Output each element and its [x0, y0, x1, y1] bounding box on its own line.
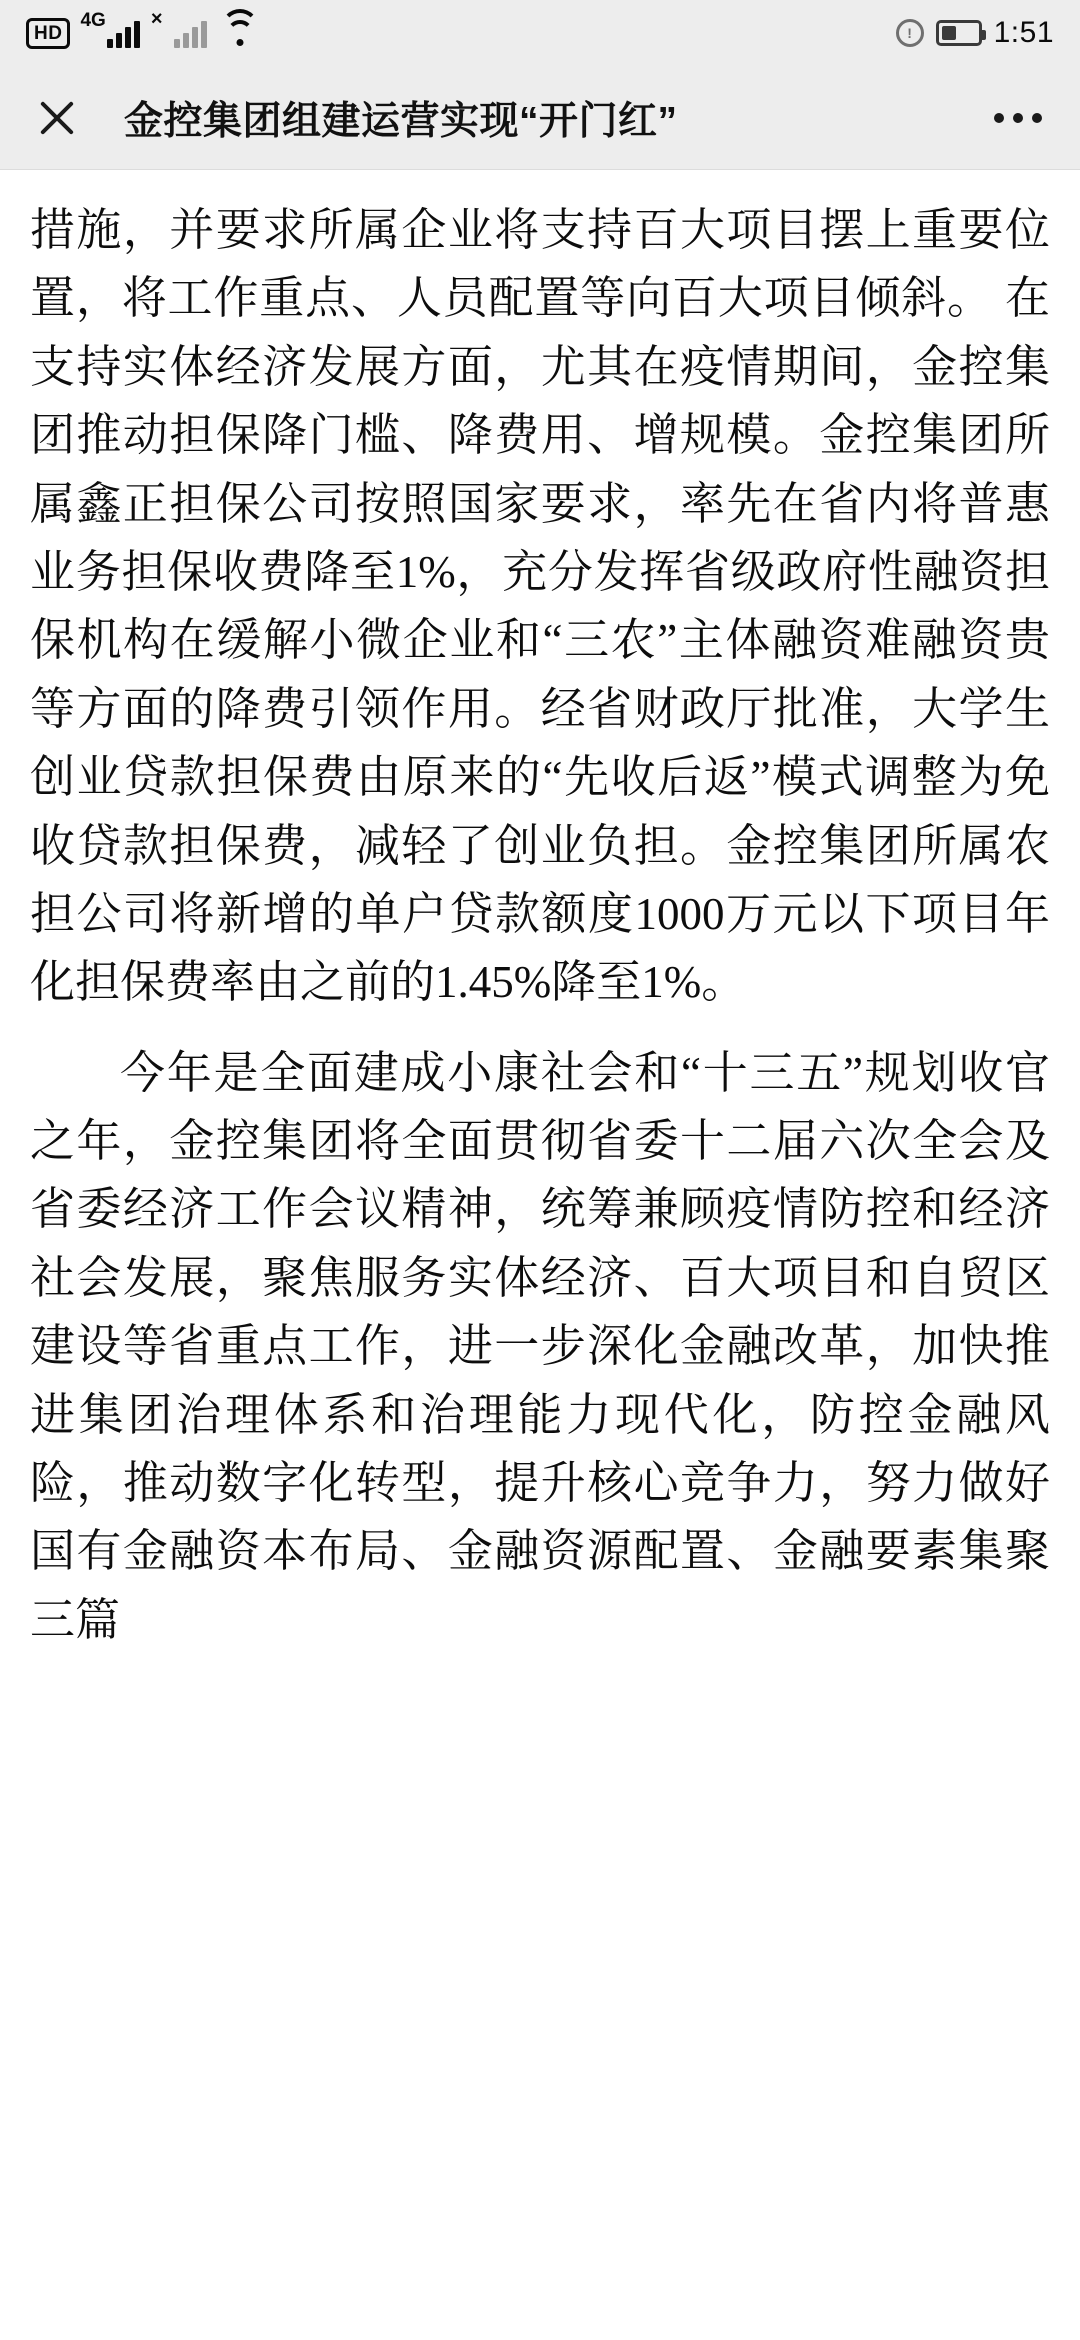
- battery-icon: [936, 20, 982, 46]
- signal-bars-secondary-icon: [174, 18, 207, 48]
- page-title: 金控集团组建运营实现“开门红”: [124, 99, 678, 143]
- status-bar-right: [896, 16, 1054, 50]
- cellular-signal-primary: [80, 10, 139, 48]
- article-body[interactable]: [0, 170, 1080, 2340]
- alarm-icon: !: [896, 19, 924, 47]
- status-clock: 1:51: [993, 16, 1054, 49]
- network-type-label: 4G: [80, 10, 106, 31]
- status-bar: [0, 0, 1080, 66]
- hd-icon: HD: [26, 18, 70, 49]
- close-icon[interactable]: [34, 95, 80, 141]
- wifi-icon: [223, 19, 257, 47]
- status-bar-left: [26, 7, 257, 49]
- more-options-icon[interactable]: [990, 103, 1046, 133]
- article-paragraph: 今年是全面建成小康社会和“十三五”规划收官之年，金控集团将全面贯彻省委十二届六次全会及省委经济工作会议精神，统筹兼顾疫情防控和经济社会发展，聚焦服务实体经济、百大项目和自贸区建设等省重点工作，进一步深化金融改革，加快推进集团治理体系和治理能力现代化，防控金融风险，推动数字化转型，提升核心竞争力，努力做好国有金融资本布局、金融资源配置、金融要素集聚三篇: [30, 1047, 1050, 1645]
- signal-bars-icon: [107, 18, 140, 48]
- title-bar: [0, 66, 1080, 170]
- article-paragraph: 措施，并要求所属企业将支持百大项目摆上重要位置，将工作重点、人员配置等向百大项目倾斜。 在支持实体经济发展方面，尤其在疫情期间，金控集团推动担保降门槛、降费用、增规模。金控集团所属鑫正担保公司按照国家要求，率先在省内将普惠业务担保收费降至1%，充分发挥省级政府性融资担保机构在缓解小微企业和“三农”主体融资难融资贵等方面的降费引领作用。经省财政厅批准，大学生创业贷款担保费由原来的“先收后返”模式调整为免收贷款担保费，减轻了创业负担。金控集团所属农担公司将新增的单户贷款额度1000万元以下项目年化担保费率由之前的1.45%降至1%。: [30, 205, 1050, 1008]
- sim-missing-icon: ×: [150, 7, 163, 30]
